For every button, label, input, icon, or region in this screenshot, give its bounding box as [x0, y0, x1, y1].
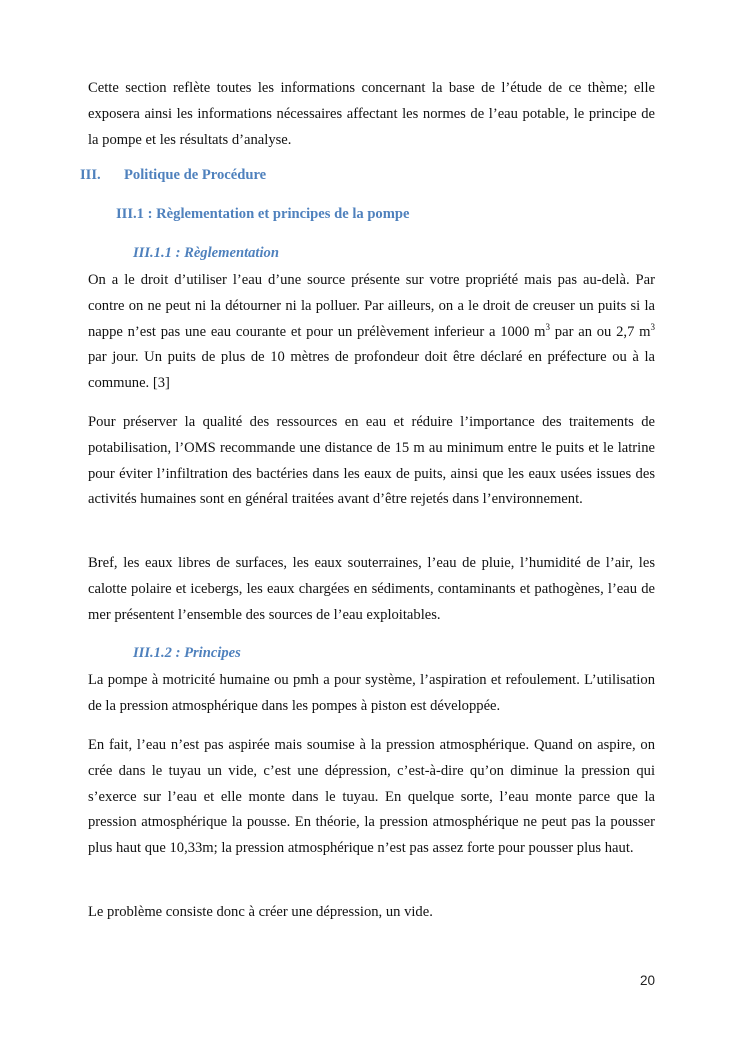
- principes-heading: III.1.2 : Principes: [133, 645, 241, 661]
- intro-paragraph: Cette section reflète toutes les informations concernant la base de l’étude de ce thème; elle exposera ainsi les informations nécessaires affectant les normes de l’eau potable, le principe de la pompe et les résultats d’analyse.: [88, 80, 655, 148]
- reglementation-paragraph-1: On a le droit d’utiliser l’eau d’une source présente sur votre propriété mais pas au-delà. Par contre on ne peut ni la détourner ni la polluer. Par ailleurs, on a le droit de creuser un puits si la nappe n’est pas une eau courante et pour un prélèvement inferieur a 1000 $m^3$ par an ou 2,7 $m^3$ par jour. Un puits de plus de 10 mètres de profondeur doit être déclaré en préfecture ou à la commune. [3]: [88, 272, 655, 392]
- principes-paragraph-1: La pompe à motricité humaine ou pmh a pour système, l’aspiration et refoulement. L’utilisation de la pression atmosphérique dans les pompes à piston est développée.: [88, 672, 655, 714]
- subsection-heading: III.1 : Règlementation et principes de la pompe: [116, 206, 410, 222]
- section-number: III.: [80, 167, 101, 183]
- section-heading: [80, 167, 266, 184]
- superscript-cube: 3: [650, 321, 655, 332]
- principes-paragraph-3: Le problème consiste donc à créer une dépression, un vide.: [88, 904, 433, 920]
- reglementation-heading: III.1.1 : Règlementation: [133, 245, 279, 261]
- principes-paragraph-2: En fait, l’eau n’est pas aspirée mais soumise à la pression atmosphérique. Quand on aspire, on crée dans le tuyau un vide, c’est une dépression, c’est-à-dire qu’on diminue la pression qui s’exerce sur l’eau et elle monte dans le tuyau. En quelque sorte, l’eau monte parce que la pression atmosphérique la pousse. En théorie, la pression atmosphérique ne peut pas la pousser plus haut que 10,33m; la pression atmosphérique n’est pas assez forte pour pousser plus haut.: [88, 737, 655, 857]
- page-number: 20: [640, 973, 656, 988]
- superscript-cube: 3: [545, 321, 551, 332]
- reglementation-paragraph-2: Pour préserver la qualité des ressources en eau et réduire l’importance des traitements de potabilisation, l’OMS recommande une distance de 15 m au minimum entre le puits et le latrine pour éviter l’infiltration des bactéries dans les eaux de puits, ainsi que les eaux usées issues des activités humaines sont en général traitées avant d’être rejetés dans l’environnement.: [88, 414, 655, 508]
- section-title: Politique de Procédure: [124, 167, 267, 183]
- reglementation-paragraph-3: Bref, les eaux libres de surfaces, les eaux souterraines, l’eau de pluie, l’humidité de l’air, les calotte polaire et icebergs, les eaux chargées en sédiments, contaminants et pathogènes, l’eau de mer présentent l’ensemble des sources de l’eau exploitables.: [88, 555, 655, 623]
